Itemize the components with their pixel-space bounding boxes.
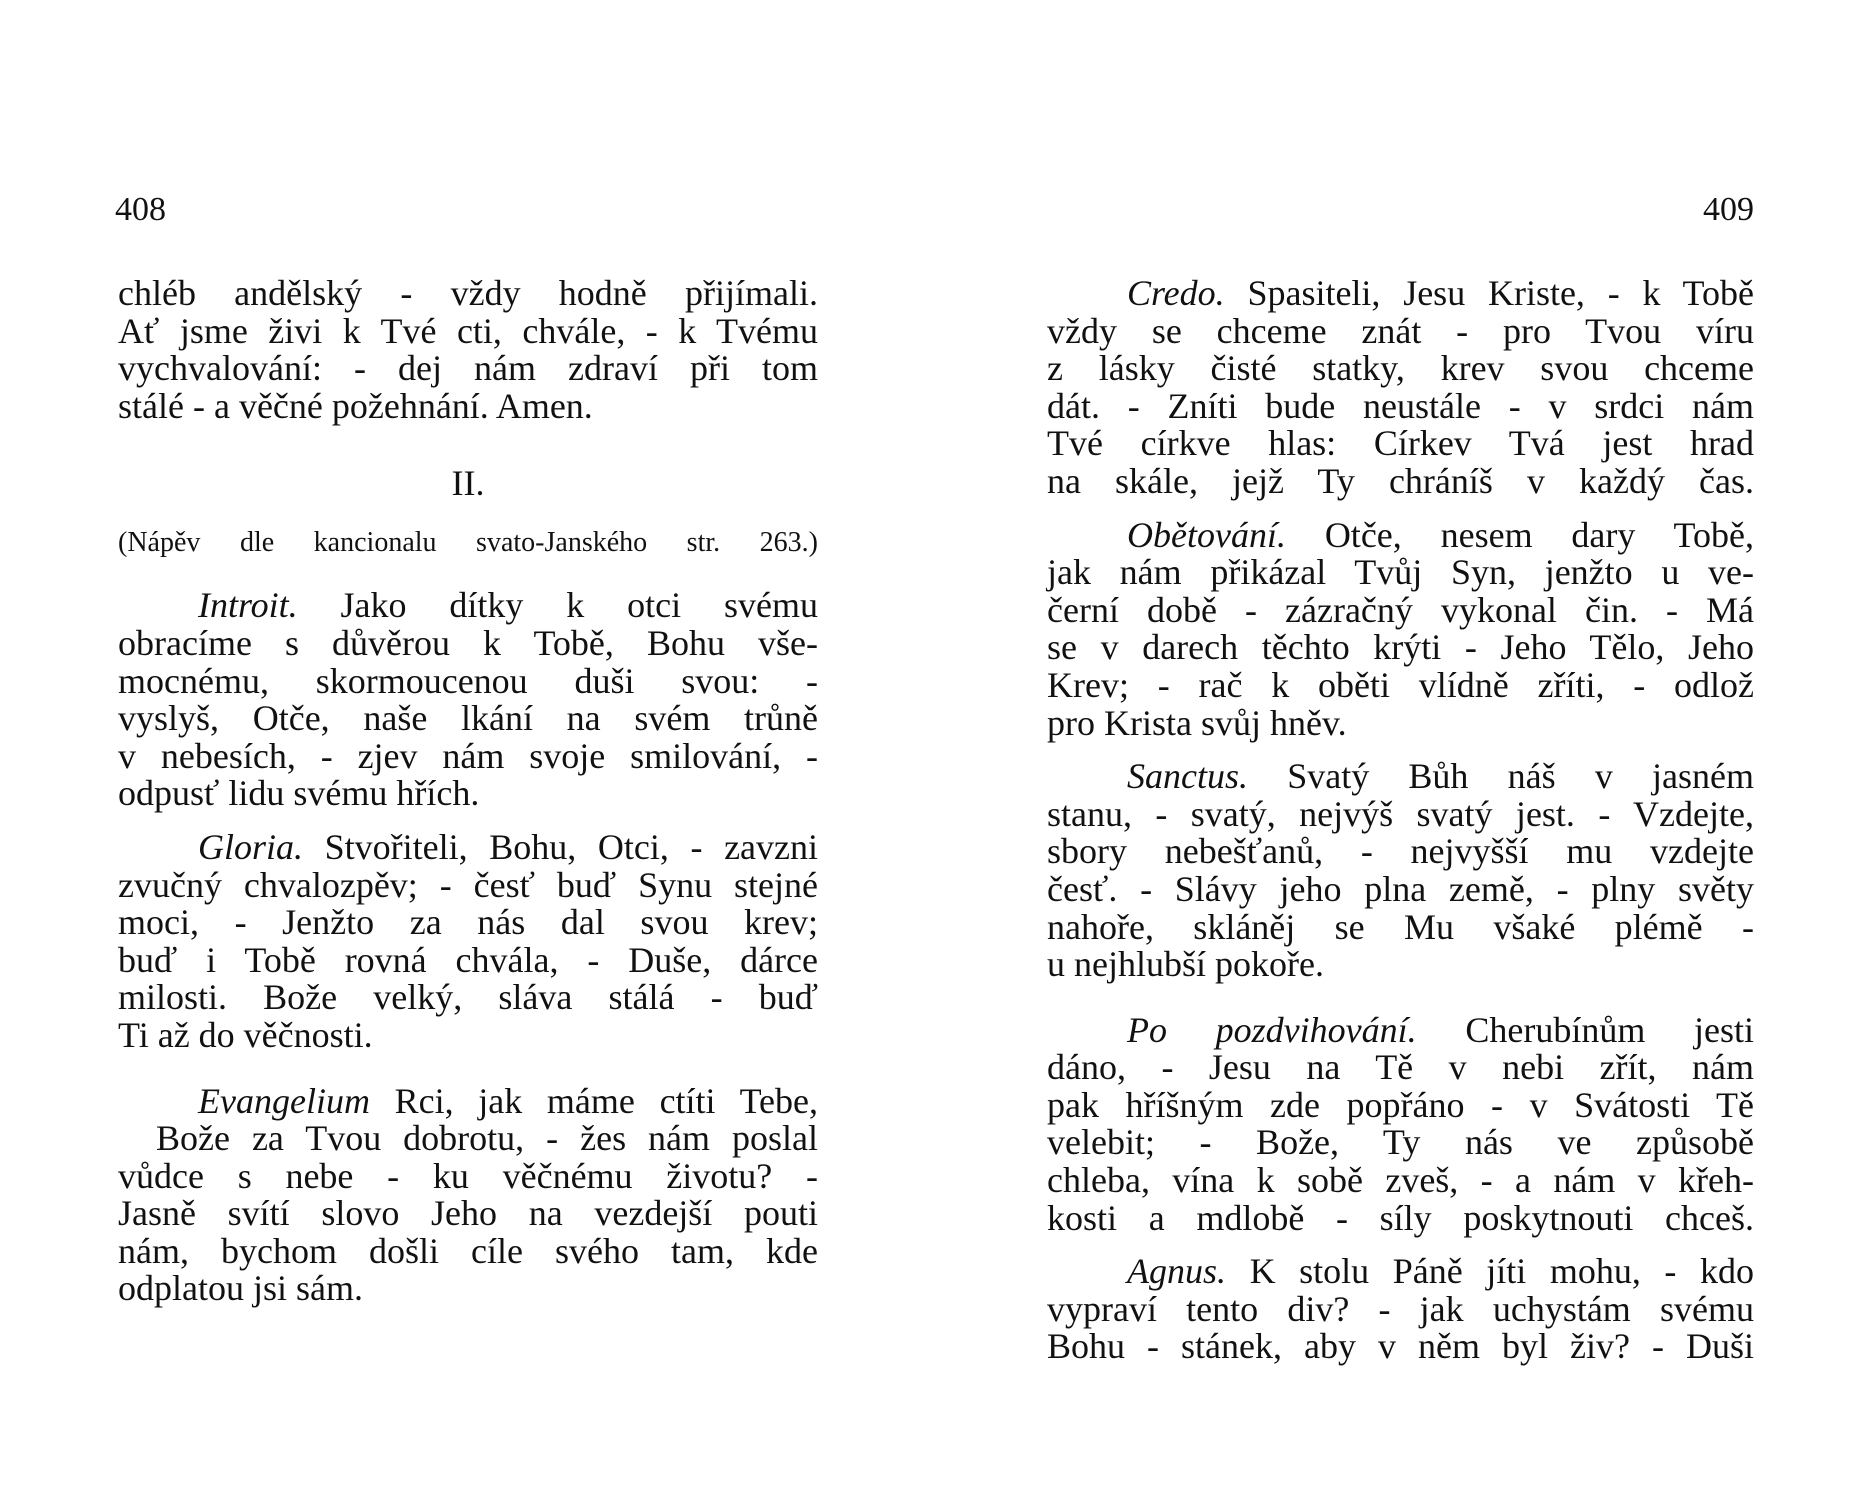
right-text-column [1047,275,1754,1366]
page-number-right: 409 [1703,191,1754,228]
evangelium-line: Jasně svítí slovo Jeho na vezdejší pouti [118,1193,818,1234]
introit-line: v nebesích, - zjev nám svoje smilování, - [118,735,818,776]
gloria-first-text: Stvořiteli, Bohu, Otci, - zavzni [324,826,819,867]
paragraph-gap [1047,984,1754,1012]
credo-line: dát. - Zníti bude neustále - v srdci nám [1047,385,1754,426]
intro-line: vychvalování: - dej nám zdraví při tom [118,348,818,389]
sanctus-paragraph [1047,758,1754,984]
intro-paragraph [118,275,818,425]
obetovani-line: Krev; - rač k oběti vlídně zříti, - odlož [1047,664,1754,705]
introit-line: vyslyš, Otče, naše lkání na svém trůně [118,698,818,739]
agnus-first-text: K stolu Páně jíti mohu, - kdo [1249,1251,1754,1292]
paragraph-gap [118,1055,818,1083]
sanctus-line: nahoře, skláněj se Mu všaké plémě - [1047,906,1754,947]
introit-heading: Introit. [198,585,298,626]
po-pozdvihovani-paragraph [1047,1009,1755,1238]
agnus-line: Bohu - stánek, aby v něm byl živ? - Duši [1047,1326,1754,1367]
po-pozdvihovani-line: chleba, vína k sobě zveš, - a nám v křeh- [1047,1160,1754,1201]
sanctus-first-text: Svatý Bůh náš v jasném [1287,756,1754,797]
evangelium-first-line [118,1080,819,1121]
agnus-paragraph [1047,1253,1754,1366]
po-pozdvihovani-first-text: Cherubínům jesti [1465,1009,1755,1050]
gloria-line: buď i Tobě rovná chvála, - Duše, dárce [118,939,818,980]
introit-first-text: Jako dítky k otci svému [340,585,818,626]
gloria-line: milosti. Bože velký, sláva stálá - buď [118,977,818,1018]
po-pozdvihovani-heading: Po pozdvihování. [1127,1009,1417,1050]
po-pozdvihovani-line: velebit; - Bože, Ty nás ve způsobě [1047,1122,1754,1163]
obetovani-first-text: Otče, nesem dary Tobě, [1324,514,1755,555]
agnus-line: vypraví tento div? - jak uchystám svému [1047,1288,1754,1329]
evangelium-line: odplatou jsi sám. [118,1268,363,1309]
evangelium-heading: Evangelium [198,1080,370,1121]
left-text-column [118,275,818,1308]
obetovani-line: černí době - zázračný vykonal čin. - Má [1047,589,1754,630]
agnus-first-line [1047,1253,1754,1291]
intro-line: stálé - a věčné požehnání. Amen. [118,385,593,426]
sanctus-line: u nejhlubší pokoře. [1047,944,1324,985]
po-pozdvihovani-line: kosti a mdlobě - síly poskytnouti chceš. [1047,1197,1754,1238]
sanctus-line: sbory nebešťanů, - nejvyšší mu vzdejte [1047,831,1754,872]
credo-paragraph [1047,275,1754,501]
evangelium-paragraph [118,1080,819,1309]
evangelium-line: Bože za Tvou dobrotu, - žes nám poslal [156,1118,818,1159]
introit-line: mocnému, skormoucenou duši svou: - [118,660,818,701]
section-number: II. [451,463,485,504]
gloria-line: moci, - Jenžto za nás dal svou krev; [118,902,818,943]
gloria-heading: Gloria. [198,826,304,867]
credo-line: z lásky čisté statky, krev svou chceme [1047,348,1754,389]
credo-heading: Credo. [1127,273,1225,313]
right-page [927,0,1854,1500]
sanctus-line: stanu, - svatý, nejvýš svatý jest. - Vzdejte, [1047,793,1754,834]
introit-line: obracíme s důvěrou k Tobě, Bohu vše- [118,622,818,663]
po-pozdvihovani-line: pak hříšným zde popřáno - v Svátosti Tě [1047,1084,1754,1125]
introit-paragraph [118,587,818,813]
po-pozdvihovani-line: dáno, - Jesu na Tě v nebi zřít, nám [1047,1047,1754,1088]
po-pozdvihovani-first-line [1047,1009,1755,1050]
credo-line: na skále, jejž Ty chráníš v každý čas. [1047,460,1754,501]
intro-line: Ať jsme živi k Tvé cti, chvále, - k Tvému [118,310,818,351]
evangelium-line: nám, bychom došli cíle svého tam, kde [118,1230,818,1271]
sanctus-first-line [1047,758,1754,796]
sanctus-line: česť. - Slávy jeho plna země, - plny světy [1047,868,1754,909]
obetovani-paragraph [1047,514,1755,743]
credo-first-line [1047,275,1754,313]
page-number-left: 408 [115,191,166,228]
obetovani-line: jak nám přikázal Tvůj Syn, jenžto u ve- [1047,552,1754,593]
tune-note: (Nápěv dle kancionalu svato-Janského str. 263.) [118,527,818,559]
credo-line: vždy se chceme znát - pro Tvou víru [1047,310,1754,351]
evangelium-first-text: Rci, jak máme ctíti Tebe, [394,1080,819,1121]
introit-line: odpusť lidu svému hřích. [118,773,480,814]
credo-line: Tvé církve hlas: Církev Tvá jest hrad [1047,423,1754,464]
agnus-heading: Agnus. [1127,1251,1226,1292]
intro-line: chléb andělský - vždy hodně přijímali. [118,273,818,313]
evangelium-line: vůdce s nebe - ku věčnému životu? - [118,1155,818,1196]
introit-first-line [118,587,818,625]
gloria-line: Ti až do věčnosti. [118,1014,373,1055]
obetovani-line: se v darech těchto krýti - Jeho Tělo, Jeho [1047,627,1754,668]
gloria-line: zvučný chvalozpěv; - česť buď Synu stejné [118,864,818,905]
obetovani-line: pro Krista svůj hněv. [1047,702,1347,743]
credo-first-text: Spasiteli, Jesu Kriste, - k Tobě [1247,273,1755,313]
obetovani-first-line [1047,514,1755,555]
gloria-first-line [118,826,819,867]
obetovani-heading: Obětování. [1127,514,1286,555]
gloria-paragraph [118,826,819,1055]
sanctus-heading: Sanctus. [1127,756,1248,797]
